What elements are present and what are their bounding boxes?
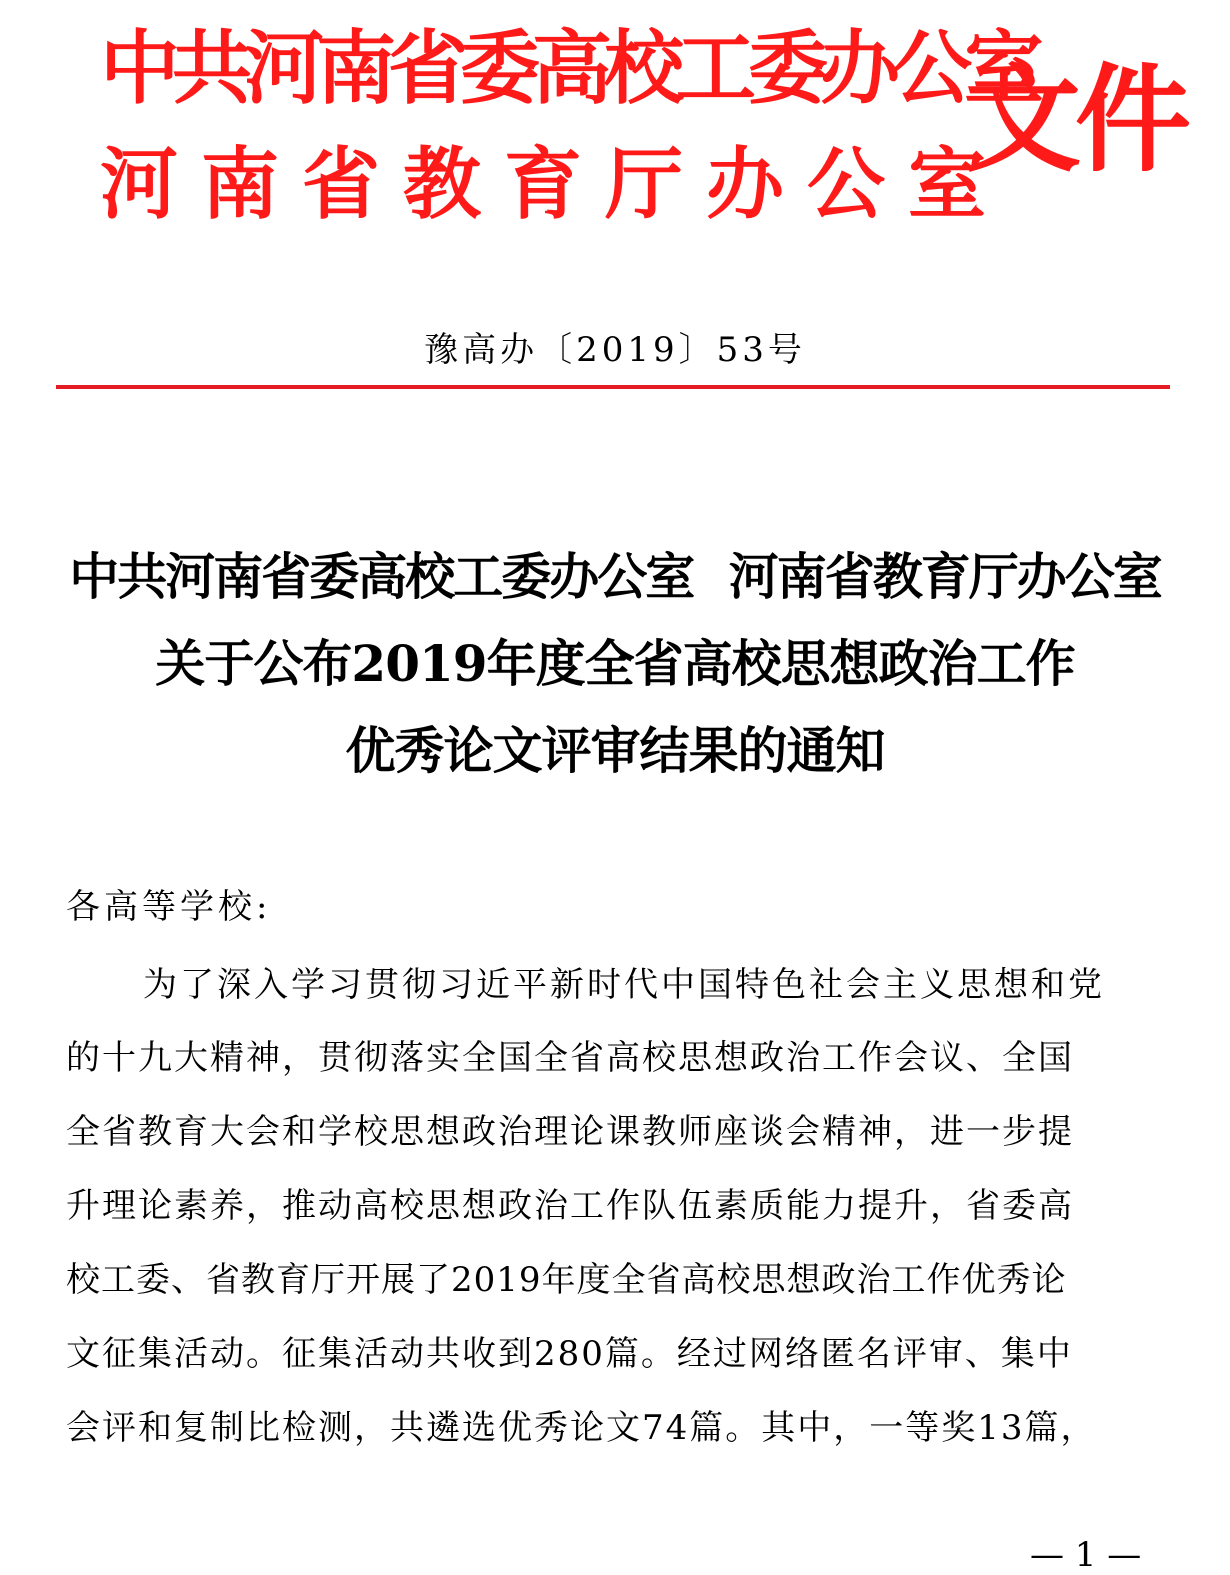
letterhead-line-1: 中共河南省委高校工委办公室 <box>100 21 1036 115</box>
title-line-3: 优秀论文评审结果的通知 <box>345 721 885 780</box>
body-line: 会评和复制比检测，共遴选优秀论文74篇。其中，一等奖13篇， <box>66 1408 1097 1448</box>
page-number: — 1 — <box>1030 1535 1142 1575</box>
salutation: 各高等学校: <box>66 887 272 927</box>
header-divider <box>56 385 1170 389</box>
letterhead-line-2: 河南省教育厅办公室 <box>100 139 1010 230</box>
body-line: 全省教育大会和学校思想政治理论课教师座谈会精神，进一步提 <box>66 1112 1074 1152</box>
document-number: 豫高办〔2019〕53号 <box>424 330 806 370</box>
body-line: 校工委、省教育厅开展了2019年度全省高校思想政治工作优秀论 <box>66 1260 1067 1300</box>
body-line: 文征集活动。征集活动共收到280篇。经过网络匿名评审、集中 <box>66 1334 1073 1374</box>
body-line: 升理论素养，推动高校思想政治工作队伍素质能力提升，省委高 <box>66 1186 1074 1226</box>
letterhead-suffix: 文件 <box>965 52 1185 188</box>
body-line: 的十九大精神，贯彻落实全国全省高校思想政治工作会议、全国 <box>66 1038 1074 1078</box>
title-line-1: 中共河南省委高校工委办公室 河南省教育厅办公室 <box>69 547 1161 606</box>
title-line-2: 关于公布2019年度全省高校思想政治工作 <box>155 634 1075 693</box>
body-line: 为了深入学习贯彻习近平新时代中国特色社会主义思想和党 <box>143 965 1105 1005</box>
